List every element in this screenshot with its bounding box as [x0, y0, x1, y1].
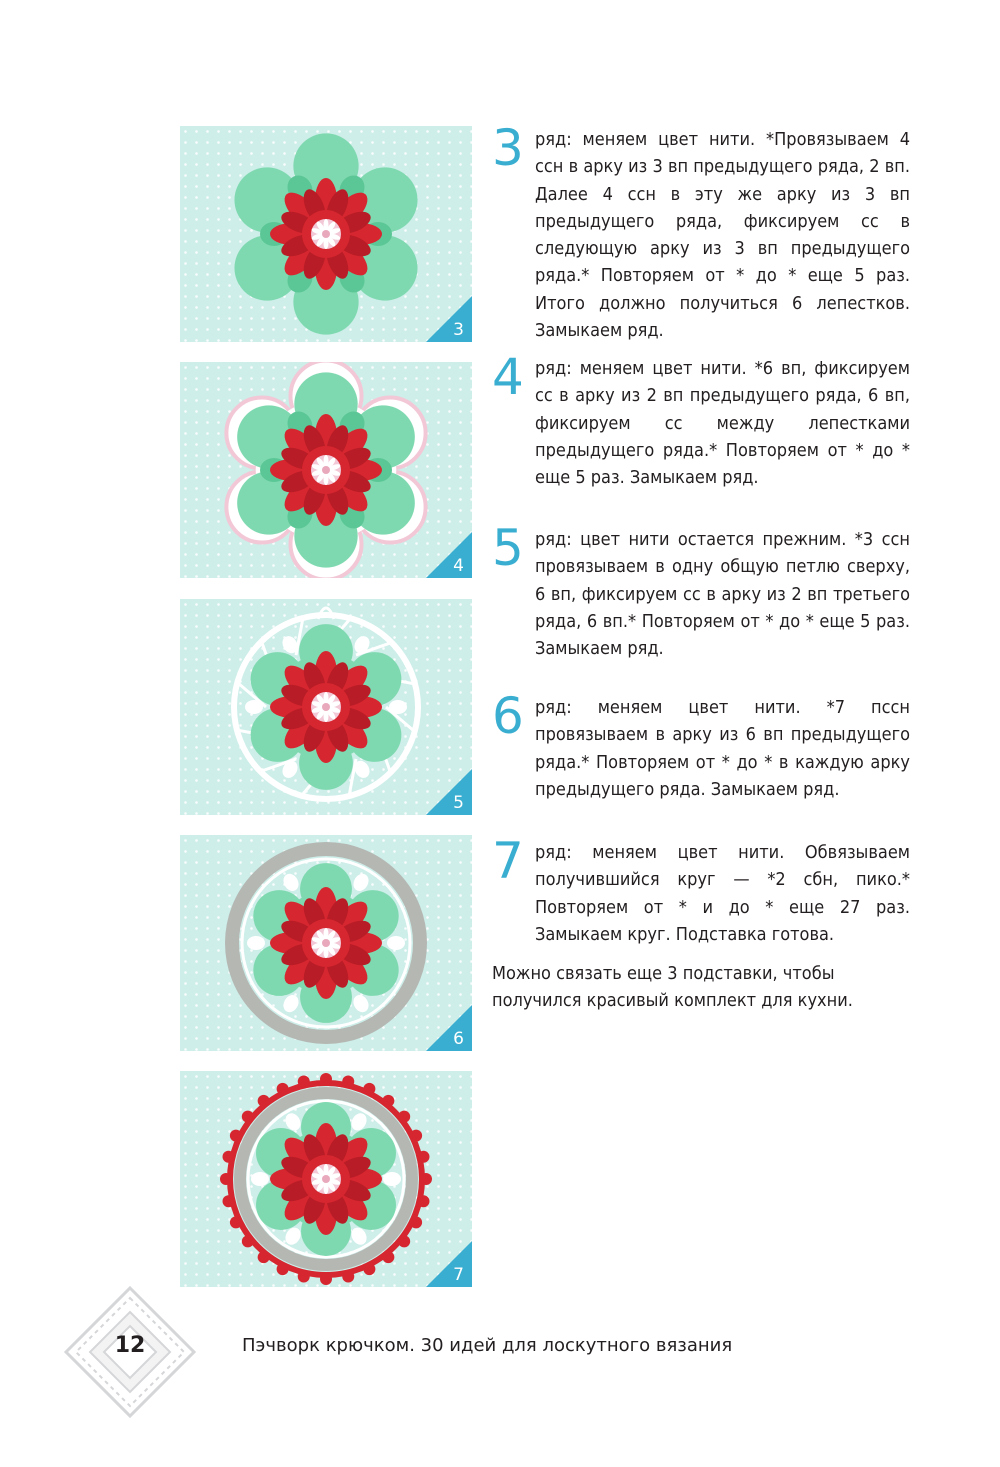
step-number: 6 — [492, 687, 524, 745]
photo-corner-tab — [426, 532, 472, 578]
photo-corner-tab — [426, 769, 472, 815]
final-note: Можно связать еще 3 подставки, чтобы получился красивый комплект для кухни. — [492, 963, 853, 1012]
running-title: Пэчворк крючком. 30 идей для лоскутного вязания — [242, 1335, 733, 1356]
photo-corner-tab — [426, 1005, 472, 1051]
step-number: 4 — [492, 348, 524, 406]
step-row-6 — [492, 687, 910, 803]
step-number: 3 — [492, 119, 524, 177]
step-row-4 — [492, 348, 910, 491]
step-row-3 — [492, 119, 910, 344]
photo-label: 6 — [453, 1029, 464, 1049]
step-row-5 — [492, 519, 910, 662]
step-text: ряд: меняем цвет нити. *6 вп, фиксируем сс в арку из 2 вп предыдущего ряда, 6 вп, фиксируем сс между лепестками предыдущего ряда.* Повторяем от * до * еще 5 раз. Замыкаем ряд. — [535, 358, 910, 489]
photo-label: 7 — [453, 1265, 464, 1285]
step-number: 7 — [492, 832, 524, 890]
crochet-photo-row-4 — [180, 362, 472, 578]
page-number: 12 — [114, 1333, 146, 1358]
step-text: ряд: меняем цвет нити. Обвязываем получившийся круг — *2 сбн, пико.* Повторяем от * и до * еще 27 раз. Замыкаем круг. Подставка готова. — [535, 842, 910, 945]
photo-label: 4 — [453, 556, 464, 576]
photo-label: 3 — [453, 320, 464, 340]
step-text: ряд: меняем цвет нити. *Провязываем 4 ссн в арку из 3 вп предыдущего ряда, 2 вп. Далее 4 ссн в эту же арку из 3 вп предыдущего ряда, фиксируем сс в следующую арку из 3 вп предыдущего ряда.* Повторяем от * до * еще 5 раз. Итого должно получиться 6 лепестков. Замыкаем ряд. — [535, 129, 910, 342]
step-text: ряд: меняем цвет нити. *7 пссн провязываем в арку из 6 вп предыдущего ряда.* Повторяем от * до * в каждую арку предыдущего ряда. Замыкаем ряд. — [535, 697, 910, 800]
photo-label: 5 — [453, 793, 464, 813]
step-row-7 — [492, 832, 910, 948]
photo-corner-tab — [426, 1241, 472, 1287]
crochet-photo-row-6 — [180, 835, 472, 1051]
step-text: ряд: цвет нити остается прежним. *3 ссн провязываем в одну общую петлю сверху, 6 вп, фиксируем сс в арку из 2 вп третьего ряда, 6 вп.* Повторяем от * до * еще 5 раз. Замыкаем ряд. — [535, 529, 910, 660]
crochet-photo-row-3 — [180, 126, 472, 342]
crochet-photo-row-5 — [180, 599, 472, 815]
crochet-photo-row-7 — [180, 1071, 472, 1287]
photo-corner-tab — [426, 296, 472, 342]
step-number: 5 — [492, 519, 524, 577]
